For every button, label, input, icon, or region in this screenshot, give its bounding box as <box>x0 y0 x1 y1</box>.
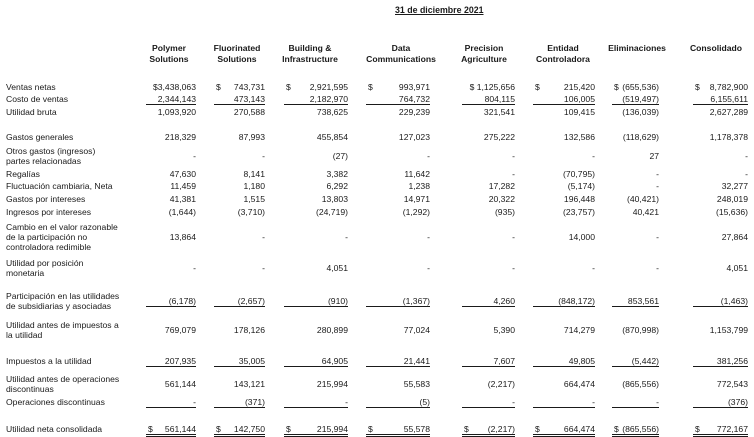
cell-value: 27,864 <box>721 232 748 242</box>
cell-value: 143,121 <box>233 379 265 389</box>
row-label: Impuestos a la utilidad <box>6 356 92 366</box>
column-header: Eliminaciones <box>608 43 666 53</box>
cell-value: 14,971 <box>403 194 430 204</box>
cell-value: 229,239 <box>398 107 430 117</box>
cell-value: - <box>512 169 515 179</box>
cell-value: - <box>656 169 659 179</box>
cell-value: 455,854 <box>316 132 348 142</box>
cell-value: 2,627,289 <box>709 107 748 117</box>
currency-symbol: $ <box>286 82 291 92</box>
column-header: Polymer Solutions <box>149 43 189 64</box>
cell-value: 215,420 <box>563 82 595 92</box>
cell-value: - <box>612 397 659 408</box>
cell-value: (848,172) <box>533 296 595 307</box>
row-label: Utilidad bruta <box>6 107 57 117</box>
cell-value: 17,282 <box>488 181 515 191</box>
row-label: Otros gastos (ingresos) partes relacionadas <box>6 146 96 166</box>
row-label: Ingresos por intereses <box>6 207 92 217</box>
cell-value: (376) <box>693 397 748 408</box>
cell-value: (935) <box>494 207 515 217</box>
column-header: Consolidado <box>689 43 743 53</box>
cell-value: $3,438,063 <box>152 82 196 92</box>
cell-value: 280,899 <box>316 325 348 335</box>
cell-value: 32,277 <box>721 181 748 191</box>
cell-value: 4,051 <box>326 263 348 273</box>
row-label: Utilidad neta consolidada <box>6 424 103 434</box>
cell-value: 1,178,378 <box>709 132 748 142</box>
cell-value: (870,998) <box>622 325 659 335</box>
cell-value: - <box>345 232 348 242</box>
cell-value: 64,905 <box>284 356 348 367</box>
cell-value: (2,657) <box>214 296 265 307</box>
cell-value: (3,710) <box>237 207 265 217</box>
cell-value: (5,442) <box>612 356 659 367</box>
cell-value: 321,541 <box>483 107 515 117</box>
cell-value: - <box>533 397 595 408</box>
cell-value: - <box>262 151 265 161</box>
cell-value: 1,238 <box>408 181 430 191</box>
statement-title: 31 de diciembre 2021 <box>395 5 484 15</box>
cell-value: 7,607 <box>462 356 515 367</box>
cell-value: 804,115 <box>462 94 515 105</box>
cell-value: 142,750 <box>214 424 265 437</box>
cell-value: 664,474 <box>563 379 595 389</box>
cell-value: - <box>656 181 659 191</box>
cell-value: (15,636) <box>715 207 748 217</box>
cell-value: 215,994 <box>316 379 348 389</box>
cell-value: 20,322 <box>488 194 515 204</box>
cell-value: 2,921,595 <box>309 82 348 92</box>
cell-value: 196,448 <box>563 194 595 204</box>
cell-value: - <box>193 151 196 161</box>
cell-value: - <box>512 151 515 161</box>
cell-value: - <box>656 263 659 273</box>
column-header: Fluorinated Solutions <box>213 43 261 64</box>
row-label: Operaciones discontinuas <box>6 397 105 407</box>
cell-value: (1,292) <box>402 207 430 217</box>
cell-value: (865,556) <box>612 424 659 437</box>
cell-value: 248,019 <box>716 194 748 204</box>
column-header: Entidad Controladora <box>536 43 590 64</box>
row-label: Gastos por intereses <box>6 194 86 204</box>
cell-value: 1,180 <box>243 181 265 191</box>
currency-symbol: $ <box>216 82 221 92</box>
cell-value: (6,178) <box>146 296 196 307</box>
row-label: Utilidad antes de impuestos a la utilidad <box>6 320 119 340</box>
row-label: Ventas netas <box>6 82 56 92</box>
cell-value: - <box>146 397 196 408</box>
cell-value: (1,644) <box>168 207 196 217</box>
cell-value: 27 <box>649 151 659 161</box>
cell-value: (23,757) <box>562 207 595 217</box>
cell-value: - <box>745 169 748 179</box>
currency-symbol: $ <box>695 424 700 434</box>
cell-value: 55,578 <box>366 424 430 437</box>
cell-value: 561,144 <box>164 379 196 389</box>
currency-symbol: $ <box>148 424 153 434</box>
cell-value: (27) <box>332 151 348 161</box>
cell-value: 127,023 <box>398 132 430 142</box>
cell-value: - <box>512 232 515 242</box>
cell-value: - <box>193 263 196 273</box>
cell-value: 3,382 <box>326 169 348 179</box>
cell-value: - <box>262 232 265 242</box>
cell-value: 35,005 <box>214 356 265 367</box>
cell-value: 49,805 <box>533 356 595 367</box>
cell-value: 47,630 <box>169 169 196 179</box>
row-label: Costo de ventas <box>6 94 69 104</box>
cell-value: (371) <box>214 397 265 408</box>
cell-value: 4,260 <box>462 296 515 307</box>
row-label: Utilidad antes de operaciones discontinuas <box>6 374 120 394</box>
cell-value: - <box>462 397 515 408</box>
cell-value: (910) <box>284 296 348 307</box>
cell-value: (865,556) <box>622 379 659 389</box>
cell-value: 764,732 <box>366 94 430 105</box>
cell-value: (118,629) <box>622 132 659 142</box>
cell-value: 13,803 <box>321 194 348 204</box>
cell-value: - <box>745 151 748 161</box>
cell-value: - <box>512 263 515 273</box>
row-label: Cambio en el valor razonable de la participación no controladora redimible <box>6 222 118 252</box>
cell-value: 218,329 <box>164 132 196 142</box>
cell-value: 738,625 <box>316 107 348 117</box>
cell-value: 561,144 <box>146 424 196 437</box>
cell-value: (5) <box>366 397 430 408</box>
cell-value: - <box>427 151 430 161</box>
cell-value: (24,719) <box>315 207 348 217</box>
row-label: Participación en las utilidades de subsidiarias y asociadas <box>6 291 120 311</box>
cell-value: 4,051 <box>726 263 748 273</box>
cell-value: - <box>284 397 348 408</box>
cell-value: 381,256 <box>693 356 748 367</box>
cell-value: (655,536) <box>622 82 659 92</box>
column-header: Precision Agriculture <box>461 43 507 64</box>
row-label: Fluctuación cambiaria, Neta <box>6 181 113 191</box>
cell-value: (519,497) <box>612 94 659 105</box>
cell-value: 109,415 <box>563 107 595 117</box>
cell-value: (1,367) <box>366 296 430 307</box>
cell-value: (136,039) <box>622 107 659 117</box>
currency-symbol: $ <box>614 424 619 434</box>
cell-value: 270,588 <box>233 107 265 117</box>
cell-value: 1,153,799 <box>709 325 748 335</box>
currency-symbol: $ <box>216 424 221 434</box>
cell-value: - <box>427 232 430 242</box>
cell-value: 55,583 <box>403 379 430 389</box>
currency-symbol: $ <box>535 82 540 92</box>
currency-symbol: $ <box>535 424 540 434</box>
cell-value: 41,381 <box>169 194 196 204</box>
cell-value: 11,642 <box>404 169 430 179</box>
cell-value: (2,217) <box>462 424 515 437</box>
cell-value: 664,474 <box>533 424 595 437</box>
currency-symbol: $ <box>368 424 373 434</box>
cell-value: 714,279 <box>563 325 595 335</box>
cell-value: 6,155,611 <box>693 94 748 105</box>
currency-symbol: $ <box>368 82 373 92</box>
column-header: Data Communications <box>366 43 436 64</box>
cell-value: 853,561 <box>612 296 659 307</box>
cell-value: 8,782,900 <box>709 82 748 92</box>
currency-symbol: $ <box>695 82 700 92</box>
cell-value: 772,167 <box>693 424 748 437</box>
cell-value: - <box>592 151 595 161</box>
column-header: Building & Infrastructure <box>282 43 338 64</box>
cell-value: (2,217) <box>487 379 515 389</box>
cell-value: 1,515 <box>243 194 265 204</box>
cell-value: (1,463) <box>693 296 748 307</box>
currency-symbol: $ <box>614 82 619 92</box>
cell-value: (40,421) <box>626 194 659 204</box>
cell-value: 769,079 <box>164 325 196 335</box>
cell-value: 8,141 <box>243 169 265 179</box>
cell-value: 5,390 <box>493 325 515 335</box>
currency-symbol: $ <box>286 424 291 434</box>
cell-value: (5,174) <box>567 181 595 191</box>
cell-value: 772,543 <box>716 379 748 389</box>
cell-value: - <box>656 232 659 242</box>
cell-value: 14,000 <box>568 232 595 242</box>
cell-value: - <box>427 263 430 273</box>
cell-value: - <box>262 263 265 273</box>
cell-value: 2,344,143 <box>146 94 196 105</box>
cell-value: 21,441 <box>366 356 430 367</box>
cell-value: 215,994 <box>284 424 348 437</box>
cell-value: 40,421 <box>632 207 659 217</box>
currency-symbol: $ <box>464 424 469 434</box>
row-label: Gastos generales <box>6 132 74 142</box>
cell-value: 2,182,970 <box>284 94 348 105</box>
cell-value: 13,864 <box>169 232 196 242</box>
cell-value: - <box>592 263 595 273</box>
cell-value: (70,795) <box>562 169 595 179</box>
row-label: Regalías <box>6 169 40 179</box>
cell-value: 178,126 <box>233 325 265 335</box>
row-label: Utilidad por posición monetaria <box>6 258 84 278</box>
cell-value: 132,586 <box>563 132 595 142</box>
cell-value: 275,222 <box>483 132 515 142</box>
cell-value: 993,971 <box>398 82 430 92</box>
cell-value: 207,935 <box>146 356 196 367</box>
cell-value: 106,005 <box>533 94 595 105</box>
cell-value: 77,024 <box>403 325 430 335</box>
cell-value: $ 1,125,656 <box>469 82 515 92</box>
cell-value: 6,292 <box>326 181 348 191</box>
cell-value: 473,143 <box>214 94 265 105</box>
cell-value: 87,993 <box>238 132 265 142</box>
cell-value: 11,459 <box>170 181 196 191</box>
cell-value: 1,093,920 <box>157 107 196 117</box>
cell-value: 743,731 <box>233 82 265 92</box>
